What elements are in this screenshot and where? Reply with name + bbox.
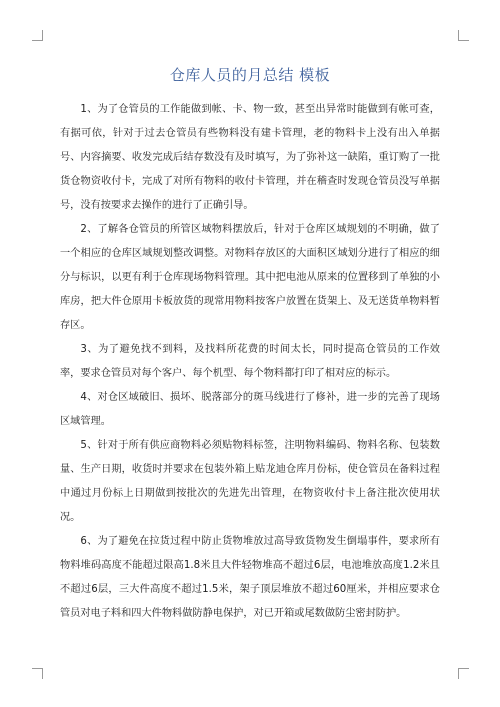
paragraph-4: 4、对仓区域破旧、损坏、脱落部分的斑马线进行了修补，进一步的完善了现场区域管理。 <box>60 392 440 427</box>
paragraph-2: 2、了解各仓管员的所管区域物料摆放后，针对于仓库区域规划的不明确，做了一个相应的仓库区域规划整改调整。对物料存放区的大面积区域划分进行了相应的细分与标识，以更有利于仓库现场物料管理。其中把电池从原来的位置移到了单独的小库房，把大件仓原用卡板放货的现常用物料按客户放置在货架上、及无送货单物料暂存区。 <box>60 224 440 331</box>
paragraph-1: 1、为了仓管员的工作能做到帐、卡、物一致，甚至出异常时能做到有帐可查，有据可依，针对于过去仓管员有些物料没有建卡管理，老的物料卡上没有出入单据号、内容摘要、收发完成后结存数没有及时填写，为了弥补这一缺陷，重订购了一批货仓物资收付卡，完成了对所有物料的收付卡管理，并在稽查时发现仓管员没写单据号，没有按要求去操作的进行了正确引导。 <box>60 104 440 211</box>
paragraph-3: 3、为了避免找不到料，及找料所花费的时间太长，同时提高仓管员的工作效率，要求仓管员对每个客户、每个机型、每个物料都打印了相对应的标示。 <box>60 344 440 379</box>
crop-mark-bottom-right <box>458 668 469 679</box>
crop-mark-top-right <box>458 30 469 41</box>
crop-mark-bottom-left <box>32 668 43 679</box>
paragraph-6: 6、为了避免在拉货过程中防止货物堆放过高导致货物发生倒塌事件，要求所有物料堆码高度不能超过限高1.8米且大件轻物堆高不超过6层，电池堆放高度1.2米且不超过6层，三大件高度不超过1.5米，架子顶层堆放不超过60厘米，并相应要求仓管员对电子料和四大件物料做防静电保护，对已开箱或尾数做防尘密封防护。 <box>60 536 440 619</box>
document-body <box>60 98 440 626</box>
document-title: 仓库人员的月总结 模板 <box>169 66 331 84</box>
paragraph-5: 5、针对于所有供应商物料必须贴物料标签，注明物料编码、物料名称、包装数量、生产日期，收货时并要求在包装外箱上贴龙迪仓库月份标，使仓管员在备料过程中通过月份标上日期做到按批次的先进先出管理，在物资收付卡上备注批次使用状况。 <box>60 440 440 523</box>
crop-mark-top-left <box>32 30 43 41</box>
